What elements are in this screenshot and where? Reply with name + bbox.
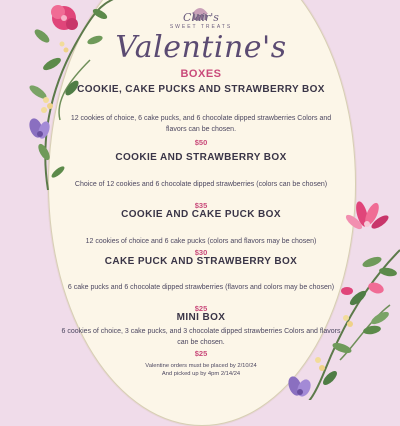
item-price: $35 — [194, 201, 208, 210]
item-description: 6 cookies of choice, 3 cake pucks, and 3 chocolate dipped strawberries Colors and flavors can be chosen. — [61, 328, 341, 346]
purple-flower-bottom-icon — [286, 375, 313, 399]
order-deadline-note — [60, 362, 342, 378]
page-title: Valentine's — [115, 30, 287, 65]
item-description: 12 cookies of choice, 6 cake pucks, and 6 chocolate dipped strawberries Colors and flavors can be chosen. — [70, 115, 332, 133]
brand-name: Clair's — [183, 11, 219, 24]
pink-lily-icon — [344, 200, 391, 231]
item-description: 12 cookies of choice and 6 cake pucks (colors and flavors may be chosen) — [85, 238, 317, 245]
item-price: $25 — [194, 349, 208, 358]
item-description: 6 cake pucks and 6 chocolate dipped strawberries (flavors and colors may be chosen) — [67, 284, 335, 291]
item-title: COOKIE, CAKE PUCKS AND STRAWBERRY BOX — [77, 84, 325, 95]
pickup-deadline-line: And picked up by 4pm 2/14/24 — [161, 371, 241, 377]
item-title: CAKE PUCK AND STRAWBERRY BOX — [104, 256, 298, 267]
brand-tagline: SWEET TREATS — [169, 24, 233, 30]
item-price: $50 — [194, 138, 208, 147]
item-description: Choice of 12 cookies and 6 chocolate dipped strawberries (colors can be chosen) — [74, 181, 328, 188]
page-subtitle: BOXES — [180, 68, 222, 80]
item-price: $30 — [194, 248, 208, 257]
order-deadline-line: Valentine orders must be placed by 2/10/24 — [145, 363, 257, 369]
item-title: COOKIE AND STRAWBERRY BOX — [115, 152, 287, 163]
item-price: $25 — [194, 304, 208, 313]
item-title: MINI BOX — [176, 312, 226, 323]
item-title: COOKIE AND CAKE PUCK BOX — [121, 209, 281, 220]
